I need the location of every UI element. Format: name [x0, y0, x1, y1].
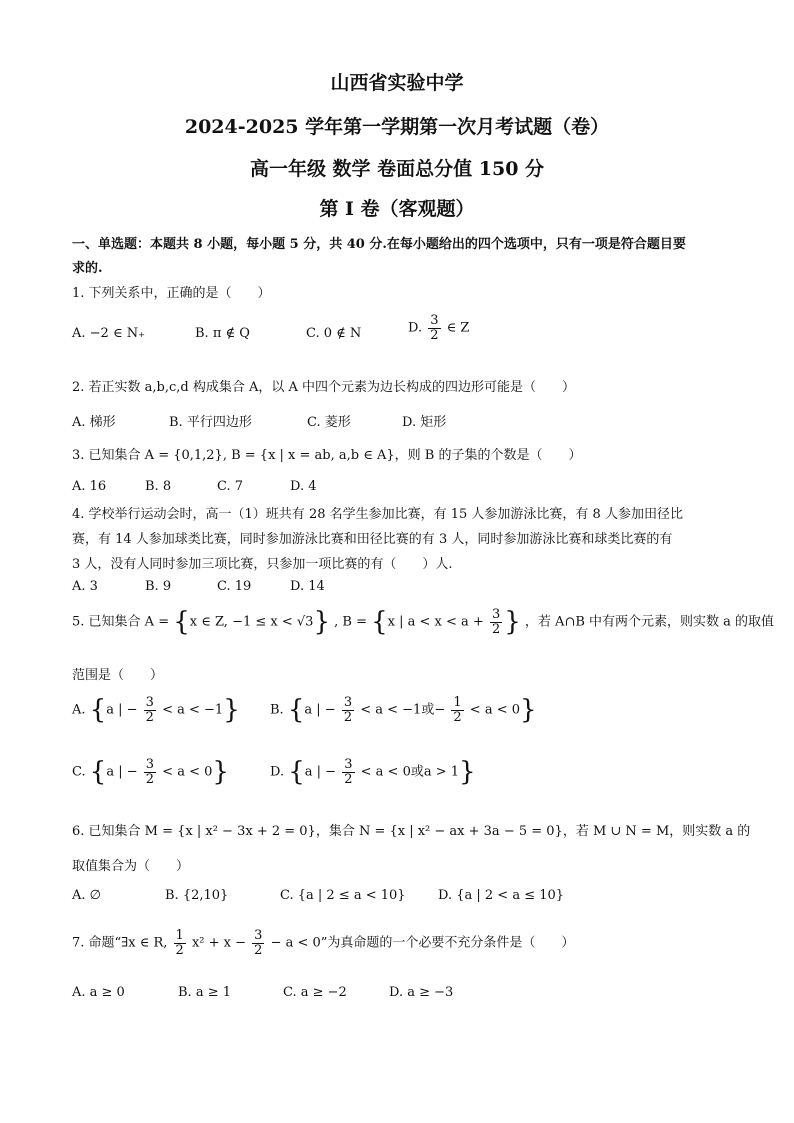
- q5-b-left: a | −: [304, 702, 336, 718]
- q5-d-den: 2: [344, 771, 353, 787]
- q2-stem: 2. 若正实数 a,b,c,d 构成集合 A，以 A 中四个元素为边长构成的四边形可能是（ ）: [72, 380, 576, 395]
- q5-d-fraction: [342, 758, 354, 786]
- q7-mid: x² + x −: [191, 935, 246, 951]
- q5-c-left: a | −: [106, 764, 138, 780]
- q5-c-den: 2: [145, 771, 155, 787]
- q5-b-num2: 1: [453, 694, 462, 710]
- q5-b-den1: 2: [343, 709, 353, 725]
- q7-option-a: A. a ≥ 0: [72, 985, 125, 1000]
- q5-c-brace-right: }: [212, 757, 229, 787]
- q5-a-brace-left: {: [89, 695, 107, 725]
- q5-den: 2: [491, 621, 501, 637]
- q1-d-num: 3: [430, 313, 439, 328]
- q1-d-rest: ∈ Z: [446, 320, 470, 336]
- q5-option-d: [270, 757, 476, 787]
- q5-a-brace-right: }: [223, 695, 240, 725]
- q2-option-a: A. 梯形: [72, 415, 116, 430]
- q5-a-label: A.: [72, 702, 86, 718]
- q5-c-num: 3: [145, 756, 155, 772]
- q5-b-fraction1: [342, 696, 354, 724]
- q3-option-c: C. 7: [217, 479, 244, 494]
- q6-option-b: B. {2,10}: [165, 888, 229, 903]
- q5-d-brace-right: }: [459, 757, 476, 787]
- q3-stem: 3. 已知集合 A = {0,1,2}, B = {x | x = ab, a,b ∈ A}，则 B 的子集的个数是（ ）: [72, 448, 582, 463]
- q3-option-b: B. 8: [145, 479, 172, 494]
- q5-set-a: x ∈ Z, −1 ≤ x < √3: [189, 614, 314, 630]
- q5-b-den2: 2: [453, 709, 462, 725]
- q1-option-b: B. π ∉ Q: [195, 326, 250, 341]
- q5-pre: 5. 已知集合 A =: [72, 614, 170, 630]
- q1-option-d: [408, 314, 469, 342]
- q7-d2: 2: [254, 942, 263, 958]
- q5-set-b: x | a < x < a +: [387, 614, 484, 630]
- q2-option-b: B. 平行四边形: [169, 415, 252, 430]
- q5-d-right: < a < 0或a > 1: [360, 764, 460, 780]
- q7-pre: 7. 命题“∃x ∈ R,: [72, 935, 168, 951]
- q4-line3: 3 人，没有人同时参加三项比赛，只参加一项比赛的有（ ）人.: [72, 557, 453, 572]
- q5-c-brace-left: {: [89, 757, 107, 787]
- section-heading-line1: 一、单选题：本题共 8 小题，每小题 5 分，共 40 分.在每小题给出的四个选项中，只有一项是符合题目要: [72, 237, 686, 252]
- q6-line1: 6. 已知集合 M = {x | x² − 3x + 2 = 0}，集合 N = {x | x² − ax + 3a − 5 = 0}，若 M ∪ N = M，则实数 a 的: [72, 824, 751, 839]
- q5-a-right: < a < −1: [162, 702, 224, 718]
- q5-b-fraction2: [451, 696, 463, 724]
- q5-option-c: [72, 757, 229, 787]
- q5-brace-left-b: {: [371, 607, 388, 637]
- q7-option-d: D. a ≥ −3: [389, 985, 454, 1000]
- q7-n2: 3: [254, 928, 263, 943]
- q7-d1: 2: [175, 942, 184, 958]
- school-title: 山西省实验中学: [330, 72, 464, 94]
- q7-option-b: B. a ≥ 1: [178, 985, 231, 1000]
- q5-b-mid: < a < −1或−: [360, 702, 446, 718]
- q5-fraction: [490, 608, 502, 636]
- exam-title: 2024-2025 学年第一学期第一次月考试题（卷）: [184, 116, 610, 138]
- q5-brace-right-b: }: [504, 607, 521, 637]
- section-heading-line2: 求的.: [72, 261, 103, 276]
- q4-option-a: A. 3: [72, 579, 98, 594]
- q5-num: 3: [491, 606, 501, 622]
- q7-post: − a < 0”为真命题的一个必要不充分条件是（ ）: [270, 935, 575, 951]
- q7-option-c: C. a ≥ −2: [283, 985, 347, 1000]
- q5-mid: , B =: [334, 614, 367, 630]
- q5-option-b: [270, 695, 537, 725]
- q7-fraction1: [174, 929, 186, 957]
- q4-option-c: C. 19: [217, 579, 252, 594]
- q5-c-right: < a < 0: [162, 764, 213, 780]
- q1-d-fraction: [428, 314, 440, 342]
- q4-line1: 4. 学校举行运动会时，高一（1）班共有 28 名学生参加比赛，有 15 人参加游泳比赛，有 8 人参加田径比: [72, 507, 683, 522]
- q5-c-label: C.: [72, 764, 86, 780]
- subject-line: 高一年级 数学 卷面总分值 150 分: [249, 158, 545, 180]
- q5-c-fraction: [144, 758, 156, 786]
- q7-n1: 1: [175, 928, 184, 943]
- q5-a-fraction: [144, 696, 156, 724]
- q7-fraction2: [252, 929, 264, 957]
- q5-b-right: < a < 0: [469, 702, 521, 718]
- q4-option-b: B. 9: [145, 579, 172, 594]
- q5-b-brace-right: }: [520, 695, 537, 725]
- q3-option-d: D. 4: [290, 479, 317, 494]
- q4-line2: 赛，有 14 人参加球类比赛，同时参加游泳比赛和田径比赛的有 3 人，同时参加游泳比赛和球类比赛的有: [72, 532, 673, 547]
- q6-option-d: D. {a | 2 < a ≤ 10}: [438, 888, 565, 903]
- part-title: 第 I 卷（客观题）: [319, 198, 475, 220]
- q5-d-left: a | −: [304, 764, 337, 780]
- q5-brace-right-a: }: [313, 607, 330, 637]
- q5-d-num: 3: [344, 756, 353, 772]
- q1-option-a: A. −2 ∈ N₊: [72, 326, 145, 341]
- q2-option-d: D. 矩形: [402, 415, 447, 430]
- q6-option-c: C. {a | 2 ≤ a < 10}: [280, 888, 406, 903]
- q5-a-num: 3: [145, 694, 154, 710]
- q5-d-brace-left: {: [288, 757, 305, 787]
- q6-option-a: A. ∅: [72, 888, 101, 903]
- q5-post: ，若 A∩B 中有两个元素，则实数 a 的取值: [524, 614, 775, 630]
- q5-b-label: B.: [270, 702, 284, 718]
- q5-b-num1: 3: [343, 694, 353, 710]
- q5-option-a: [72, 695, 240, 725]
- q5-brace-left-a: {: [173, 607, 190, 637]
- q2-option-c: C. 菱形: [307, 415, 351, 430]
- q5-d-label: D.: [270, 764, 285, 780]
- q1-option-c: C. 0 ∉ N: [306, 326, 362, 341]
- q6-line2: 取值集合为（ ）: [72, 859, 190, 874]
- q5-a-den: 2: [145, 709, 154, 725]
- q5-stem: [72, 607, 774, 637]
- q5-line2: 范围是（ ）: [72, 668, 164, 683]
- q1-d-label: D.: [408, 320, 423, 336]
- q4-option-d: D. 14: [290, 579, 325, 594]
- q3-option-a: A. 16: [72, 479, 107, 494]
- q1-d-den: 2: [430, 327, 439, 343]
- q7-stem: [72, 929, 574, 957]
- q1-stem: 1. 下列关系中，正确的是（ ）: [72, 286, 271, 301]
- q5-a-left: a | −: [106, 702, 138, 718]
- q5-b-brace-left: {: [287, 695, 305, 725]
